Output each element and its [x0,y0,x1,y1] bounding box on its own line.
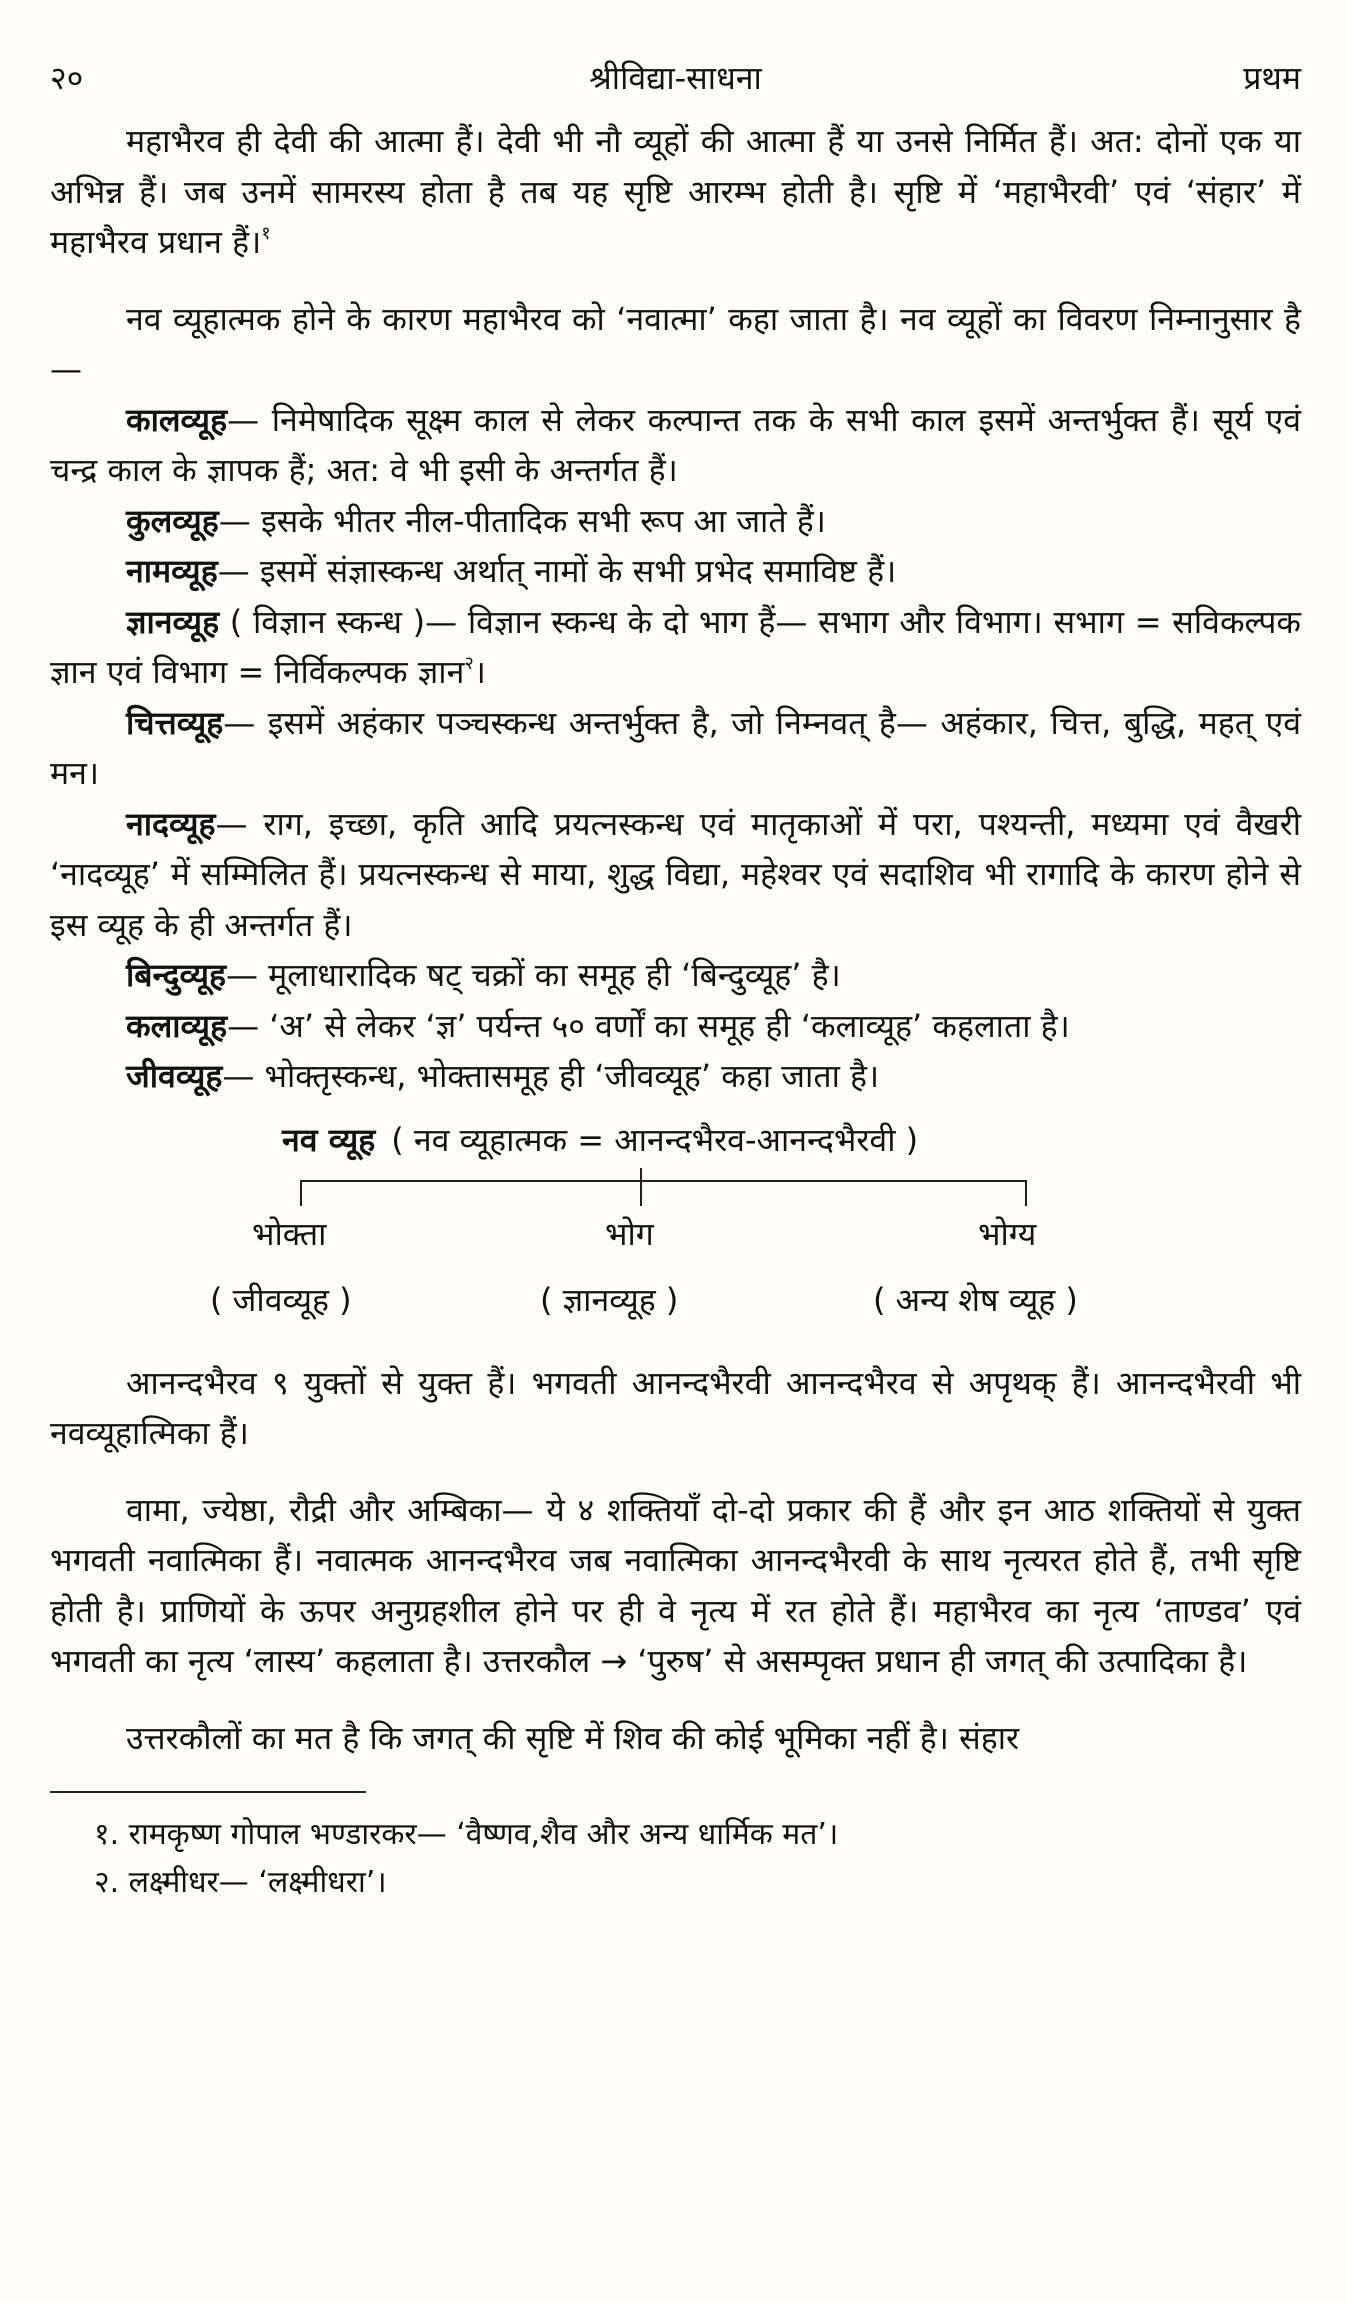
diagram-title: नव व्यूह [282,1120,376,1159]
vyuha-nama [50,546,1301,597]
vyuha-jnana: ज्ञानव्यूह ( विज्ञान स्कन्ध )— विज्ञान स्कन्ध के दो भाग हैं— सभाग और विभाग। सभाग = सविकल्पक ज्ञान एवं विभाग = निर्विकल्पक ज्ञान$^२$। [50,602,1301,691]
vyuha-text: — भोक्तृस्कन्ध, भोक्तासमूह ही ‘जीवव्यूह’ कहा जाता है। [222,1057,880,1095]
footnote-marker: २ [464,653,474,674]
vyuha-term: बिन्दुव्यूह [126,956,226,994]
nava-vyuha-diagram [50,1108,1301,1358]
paragraph [50,1713,1301,1764]
branch-sub-label: ( जीवव्यूह ) [210,1280,352,1319]
paragraph [50,116,1301,268]
vyuha-term: चित्तव्यूह [126,703,224,742]
paragraph-text: नव व्यूहात्मक होने के कारण महाभैरव को ‘नवात्मा’ कहा जाता है। नव व्यूहों का विवरण निम्नानुसार है— [50,299,1301,388]
vyuha-chitta [50,698,1301,799]
paragraph-text: वामा, ज्येष्ठा, रौद्री और अम्बिका— ये ४ शक्तियाँ दो-दो प्रकार की हैं और इन आठ शक्तियों से युक्त भगवती नवात्मिका हैं। नवात्मक आनन्दभैरव जब नवात्मिका आनन्दभैरवी के साथ नृत्यरत होते हैं, तभी सृष्टि होती है। प्राणियों के ऊपर अनुग्रहशील होने पर ही वे नृत्य में रत होते हैं। महाभैरव का नृत्य ‘ताण्डव’ एवं भगवती का नृत्य ‘लास्य’ कहलाता है। उत्तरकौल → ‘पुरुष’ से असम्पृक्त प्रधान ही जगत् की उत्पादिका है। [50,1490,1301,1680]
vyuha-term: नामव्यूह [126,552,218,590]
diagram-connector-left [300,1180,302,1206]
footnote-divider [50,1791,366,1793]
vyuha-jiva [50,1051,1301,1102]
paragraph-text: उत्तरकौलों का मत है कि जगत् की सृष्टि में शिव की कोई भूमिका नहीं है। संहार [126,1718,1020,1757]
book-title: श्रीविद्या-साधना [589,59,762,97]
paragraph [50,1485,1301,1687]
page-number: २० [50,59,84,97]
vyuha-nada [50,799,1301,951]
vyuha-term: जीवव्यूह [126,1057,223,1095]
paragraph-text: महाभैरव ही देवी की आत्मा हैं। देवी भी नौ व्यूहों की आत्मा हैं या उनसे निर्मित हैं। अत: दोनों एक या अभिन्न हैं। जब उनमें सामरस्य होता है तब यह सृष्टि आरम्भ होती है। सृष्टि में ‘महाभैरवी’ एवं ‘संहार’ में महाभैरव प्रधान हैं। [50,122,1301,261]
footnote: २. लक्ष्मीधर— ‘लक्ष्मीधरा’। [94,1865,387,1900]
chapter-label: प्रथम [1243,59,1301,97]
footnote-marker: १ [261,223,271,244]
branch-label: भोग [605,1214,654,1253]
vyuha-kula [50,496,1301,547]
paragraph-text: आनन्दभैरव ९ युक्तों से युक्त हैं। भगवती आनन्दभैरवी आनन्दभैरव से अपृथक् हैं। आनन्दभैरवी भी नवव्यूहात्मिका हैं। [50,1363,1301,1452]
branch-sub-label: ( अन्य शेष व्यूह ) [873,1280,1078,1319]
branch-sub-label: ( ज्ञानव्यूह ) [540,1280,679,1319]
vyuha-text: — इसमें अहंकार पञ्चस्कन्ध अन्तर्भुक्त है, जो निम्नवत् है— अहंकार, चित्त, बुद्धि, महत् एवं मन। [50,703,1301,792]
vyuha-term: कालव्यूह [126,400,228,439]
footnote: १. रामकृष्ण गोपाल भण्डारकर— ‘वैष्णव,शैव और अन्य धार्मिक मत’। [94,1817,839,1852]
vyuha-term: कुलव्यूह [126,501,219,540]
vyuha-text: — इसमें संज्ञास्कन्ध अर्थात् नामों के सभी प्रभेद समाविष्ट हैं। [217,552,897,590]
diagram-connector-right [1025,1180,1027,1206]
diagram-subtitle: ( नव व्यूहात्मक = आनन्दभैरव-आनन्दभैरवी ) [391,1120,919,1159]
vyuha-text: — ‘अ’ से लेकर ‘ज्ञ’ पर्यन्त ५० वर्णों का समूह ही ‘कलाव्यूह’ कहलाता है। [227,1006,1070,1045]
vyuha-term: ज्ञानव्यूह [126,602,220,641]
diagram-connector-center [640,1168,642,1206]
paragraph [50,1358,1301,1459]
diagram-title-row [282,1118,918,1162]
vyuha-text: — मूलाधारादिक षट् चक्रों का समूह ही ‘बिन्दुव्यूह’ है। [225,956,841,994]
vyuha-text: — इसके भीतर नील-पीतादिक सभी रूप आ जाते हैं। [218,501,826,540]
vyuha-text: ( विज्ञान स्कन्ध )— विज्ञान स्कन्ध के दो भाग हैं— सभाग और विभाग। सभाग = सविकल्पक ज्ञान एवं विभाग = निर्विकल्पक ज्ञान [50,602,1301,691]
diagram-connector-horizontal [300,1180,1025,1182]
vyuha-kala-varna [50,1001,1301,1052]
vyuha-term: कलाव्यूह [126,1006,228,1045]
page-body [50,116,1301,1907]
paragraph [50,294,1301,395]
vyuha-bindu [50,950,1301,1001]
vyuha-text: — निमेषादिक सूक्ष्म काल से लेकर कल्पान्त तक के सभी काल इसमें अन्तर्भुक्त हैं। सूर्य एवं चन्द्र काल के ज्ञापक हैं; अत: वे भी इसी के अन्तर्गत हैं। [50,400,1301,489]
vyuha-kala [50,395,1301,496]
vyuha-text: — राग, इच्छा, कृति आदि प्रयत्नस्कन्ध एवं मातृकाओं में परा, पश्यन्ती, मध्यमा एवं वैखरी ‘नादव्यूह’ में सम्मिलित हैं। प्रयत्नस्कन्ध से माया, शुद्ध विद्या, महेश्वर एवं सदाशिव भी रागादि के कारण होने से इस व्यूह के ही अन्तर्गत हैं। [50,804,1301,944]
vyuha-term: नादव्यूह [126,804,216,843]
branch-label: भोग्य [978,1214,1037,1253]
running-head [50,50,1301,106]
branch-label: भोक्ता [252,1214,327,1253]
